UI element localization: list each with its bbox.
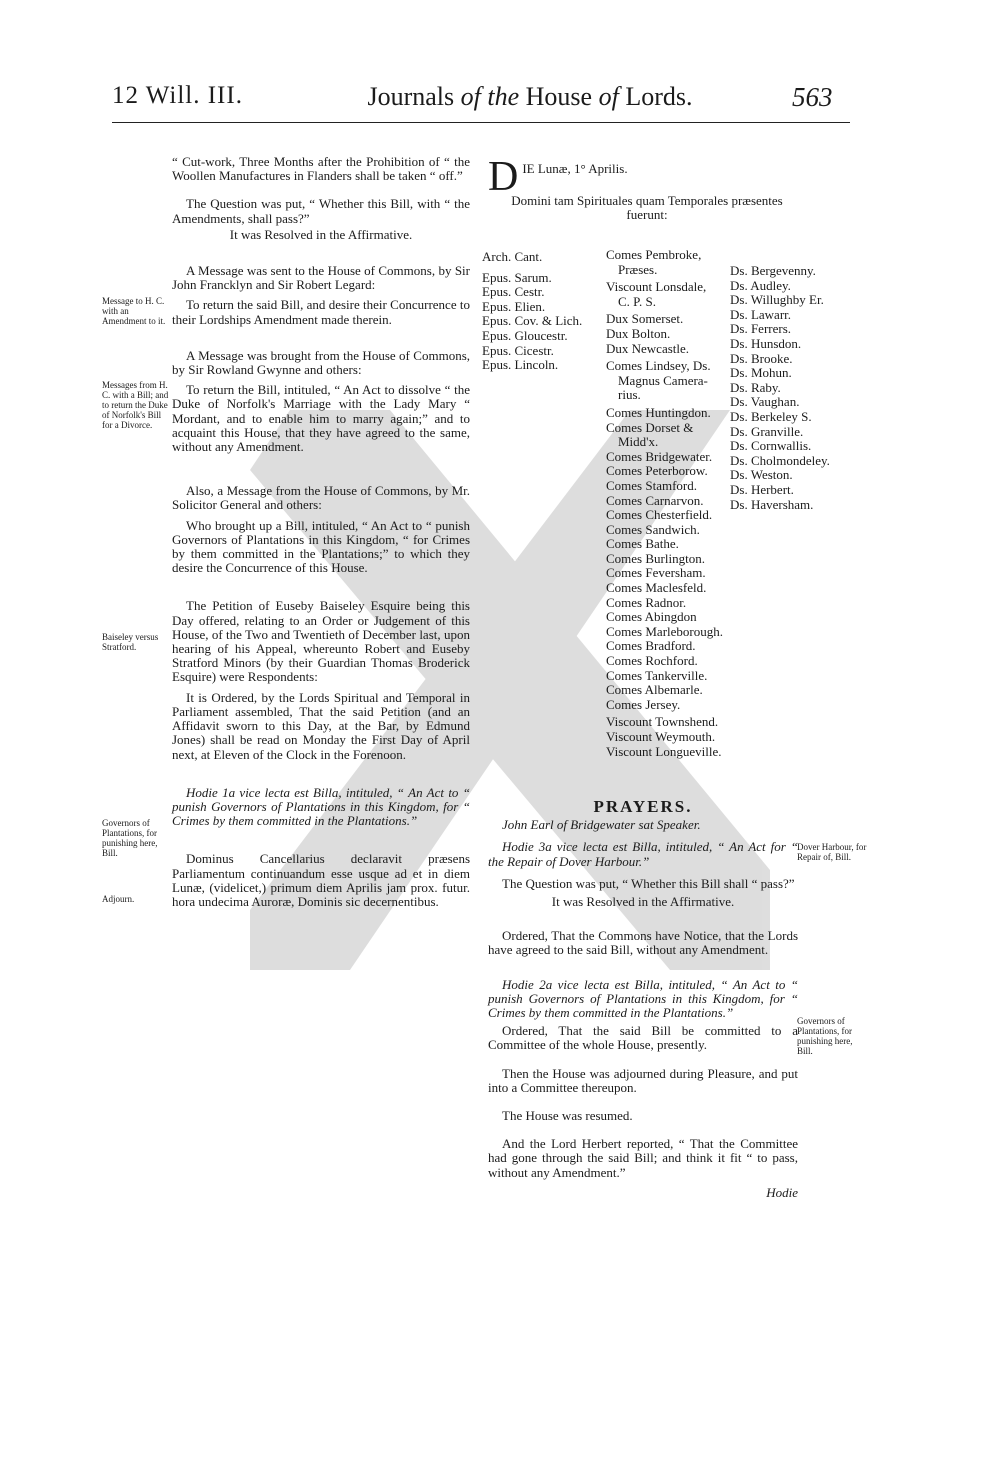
roster-entry: Comes Bridgewater. [606, 448, 713, 464]
roster-entry: Ds. Mohun. [730, 365, 792, 381]
message-sent-body: To return the said Bill, and desire their Concurrence to their Lordships Amendment made therein. [172, 297, 470, 327]
roster-entry: Comes Carnarvon. [606, 492, 704, 508]
proceedings-column [488, 797, 798, 1200]
roster-entry: Epus. Sarum. [482, 269, 552, 285]
speaker-line: John Earl of Bridgewater sat Speaker. [502, 817, 701, 833]
message-solicitor-body: Who brought up a Bill, intituled, “ An Act to “ punish Governors of Plantations in this Kingdom, “ for Crimes by them committed in the Plantations;” to which they desire the Concurrence of this House. [172, 517, 470, 576]
roster-entry: Epus. Cov. & Lich. [482, 313, 583, 329]
roster-entry: Ds. Berkeley S. [730, 408, 812, 424]
roster-entry: Comes Maclesfeld. [606, 580, 707, 596]
roster-entry: Ds. Herbert. [730, 481, 794, 497]
roster-entry: Ds. Hunsdon. [730, 335, 802, 351]
roster-temporal [606, 248, 723, 759]
roster-entry: Ds. Cornwallis. [730, 438, 812, 454]
roster-entry: Viscount Lonsdale, [606, 279, 707, 295]
left-column [172, 155, 470, 909]
margin-note-governors-2: Governors of Plantations, for punishing here, Bill. [797, 1016, 853, 1056]
roster-entry: Ds. Cholmondeley. [730, 452, 830, 468]
roster-entry: Comes Lindsey, Ds. [606, 358, 711, 374]
roster-entry: Ds. Bergevenny. [730, 263, 816, 278]
roster-entry: Ds. Brooke. [730, 350, 793, 366]
message-brought: A Message was brought from the House of Commons, by Sir Rowland Gwynne and others: [172, 347, 470, 378]
running-title: Journals of the House of Lords. [367, 82, 693, 111]
roster-entry: Comes Jersey. [606, 696, 681, 712]
roster-entry: Ds. Granville. [730, 423, 804, 439]
roster-entry: Arch. Cant. [482, 249, 543, 264]
roster-entry: Midd'x. [618, 434, 659, 450]
quote-continuation: “ Cut-work, Three Months after the Prohibition of “ the Woollen Manufactures in Flanders shall be taken “ off.” [172, 154, 470, 184]
roster-entry: Comes Marleborough. [606, 623, 723, 639]
ordered-notice: Ordered, That the Commons have Notice, that the Lords have agreed to the said Bill, without any Amendment. [488, 928, 798, 958]
petition-text: The Petition of Euseby Baiseley Esquire being this Day offered, relating to an Order or Judgement of this House, of the Two and Twentieth of December last, upon hearing of his Appeal, whereunto Robert and Euseby Stratford Minors (by their Guardian Thomas Broderick Esquire) were Respondents: [172, 598, 470, 685]
date-heading: DIE Lunæ, 1° Aprilis. [488, 154, 628, 200]
right-column [488, 154, 806, 223]
roster-entry: Epus. Cicestr. [482, 342, 554, 358]
regnal-year: 12 Will. III. [112, 82, 243, 109]
roster-entry: Dux Somerset. [606, 311, 684, 327]
roster-entry: Ds. Willughby Er. [730, 292, 824, 308]
margin-note-governors: Governors of Plantations, for punishing here, Bill. [102, 818, 158, 858]
roster-entry: Comes Huntingdon. [606, 404, 711, 420]
roster-entry: rius. [618, 387, 641, 403]
roster-entry: Comes Peterborow. [606, 463, 708, 479]
margin-note-adjourn: Adjourn. [102, 894, 135, 904]
question: The Question was put, “ Whether this Bill, with “ the Amendments, shall pass?” [172, 196, 470, 226]
roster-entry: Magnus Camera- [618, 372, 708, 388]
roster-entry: Comes Dorset & [606, 419, 694, 435]
roster-entry: Viscount Longueville. [606, 743, 722, 759]
house-adjourned: Then the House was adjourned during Pleasure, and put into a Committee thereupon. [488, 1065, 798, 1095]
roster-entry: Viscount Townshend. [606, 714, 719, 730]
roster-entry: Comes Abingdon [606, 609, 697, 625]
roster-entry: Ds. Audley. [730, 277, 791, 293]
roster-entry: Epus. Lincoln. [482, 357, 559, 373]
roster-entry: Comes Stamford. [606, 477, 697, 493]
roster-entry: Comes Rochford. [606, 653, 698, 669]
ordered-committee: Ordered, That the said Bill be committed to a Committee of the whole House, presently. [488, 1023, 798, 1053]
page-number: 563 [792, 82, 833, 112]
roster-entry: Epus. Gloucestr. [482, 327, 568, 343]
roster-entry: Comes Feversham. [606, 565, 706, 581]
roster-entry: C. P. S. [618, 293, 656, 309]
roster-entry: Ds. Vaughan. [730, 394, 800, 410]
house-resumed: The House was resumed. [502, 1108, 633, 1124]
resolution: It was Resolved in the Affirmative. [229, 226, 413, 242]
roster-entry: Dux Newcastle. [606, 340, 690, 356]
roster-entry: Comes Chesterfield. [606, 507, 713, 523]
roster-entry: Epus. Elien. [482, 298, 546, 314]
roster-entry: Comes Radnor. [606, 594, 687, 610]
margin-note-messages: Messages from H. C. with a Bill; and to return the Duke of Norfolk's Bill for a Divorce. [102, 380, 169, 430]
roster-entry: Epus. Cestr. [482, 284, 545, 300]
header-rule [112, 122, 850, 123]
roster-entry: Ds. Lawarr. [730, 306, 792, 322]
second-reading: Hodie 2a vice lecta est Billa, intituled, “ An Act to “ punish Governors of Plantations in this Kingdom, for “ Crimes by them committed in the Plantations.” [488, 976, 798, 1021]
attendance-heading: Domini tam Spirituales quam Temporales præsentes fuerunt: [511, 193, 783, 223]
message-sent: A Message was sent to the House of Commons, by Sir John Francklyn and Sir Robert Legard: [172, 263, 470, 293]
herbert-report: And the Lord Herbert reported, “ That the Committee had gone through the said Bill; and think it fit “ to pass, without any Amendment.” [488, 1136, 798, 1180]
prayers-heading: PRAYERS. [593, 797, 693, 816]
roster-barons [730, 264, 830, 512]
roster-bishops [482, 250, 582, 373]
roster-entry: Ds. Ferrers. [730, 321, 792, 337]
roster-entry: Dux Bolton. [606, 325, 671, 341]
margin-note-baiseley: Baiseley versus Stratford. [102, 632, 159, 652]
dover-resolution: It was Resolved in the Affirmative. [551, 894, 735, 910]
first-reading: Hodie 1a vice lecta est Billa, intituled, “ An Act to “ punish Governors of Plantations in this Kingdom, for “ Crimes by them committed in the Plantations.” [172, 784, 470, 829]
catchword: Hodie [766, 1184, 798, 1200]
roster-entry: Ds. Raby. [730, 379, 781, 395]
page-header [0, 82, 992, 122]
roster-entry: Comes Sandwich. [606, 521, 700, 537]
roster-entry: Ds. Haversham. [730, 496, 814, 512]
message-brought-body: To return the Bill, intituled, “ An Act to dissolve “ the Duke of Norfolk's Marriage with the Lady Mary “ Mordant, and to enable him to marry again;” and to acquaint this House, that they have agreed to the same, without any Amendment. [172, 382, 470, 455]
roster-entry: Viscount Weymouth. [606, 729, 716, 744]
adjournment: Dominus Cancellarius declaravit præsens Parliamentum continuandum esse usque ad et in diem Lunæ, (videlicet,) primum diem Aprilis jam prox. futur. hora undecima Auroræ, Dominis sic decernentibus. [172, 851, 470, 909]
roster-entry: Comes Bradford. [606, 638, 696, 654]
roster-entry: Comes Burlington. [606, 550, 705, 566]
order-text: It is Ordered, by the Lords Spiritual and Temporal in Parliament assembled, That the said Petition (and an Affidavit sworn to this Day, at the Bar, by Edmund Jones) shall be read on Monday the First Day of April next, at Eleven of the Clock in the Forenoon. [172, 689, 470, 762]
roster-entry: Comes Pembroke, [606, 247, 702, 262]
dover-question: The Question was put, “ Whether this Bill shall “ pass?” [502, 875, 795, 891]
message-solicitor: Also, a Message from the House of Commons, by Mr. Solicitor General and others: [172, 483, 470, 513]
third-reading: Hodie 3a vice lecta est Billa, intituled, “ An Act for “ the Repair of Dover Harbour.” [488, 839, 798, 869]
roster-entry: Comes Tankerville. [606, 667, 708, 683]
drop-cap: D [488, 154, 519, 200]
margin-note-message: Message to H. C. with an Amendment to it. [102, 296, 166, 326]
roster-entry: Præses. [618, 261, 658, 277]
roster-entry: Comes Bathe. [606, 536, 679, 552]
roster-entry: Ds. Weston. [730, 467, 793, 483]
margin-note-dover: Dover Harbour, for Repair of, Bill. [797, 842, 867, 862]
roster-entry: Comes Albemarle. [606, 682, 703, 698]
